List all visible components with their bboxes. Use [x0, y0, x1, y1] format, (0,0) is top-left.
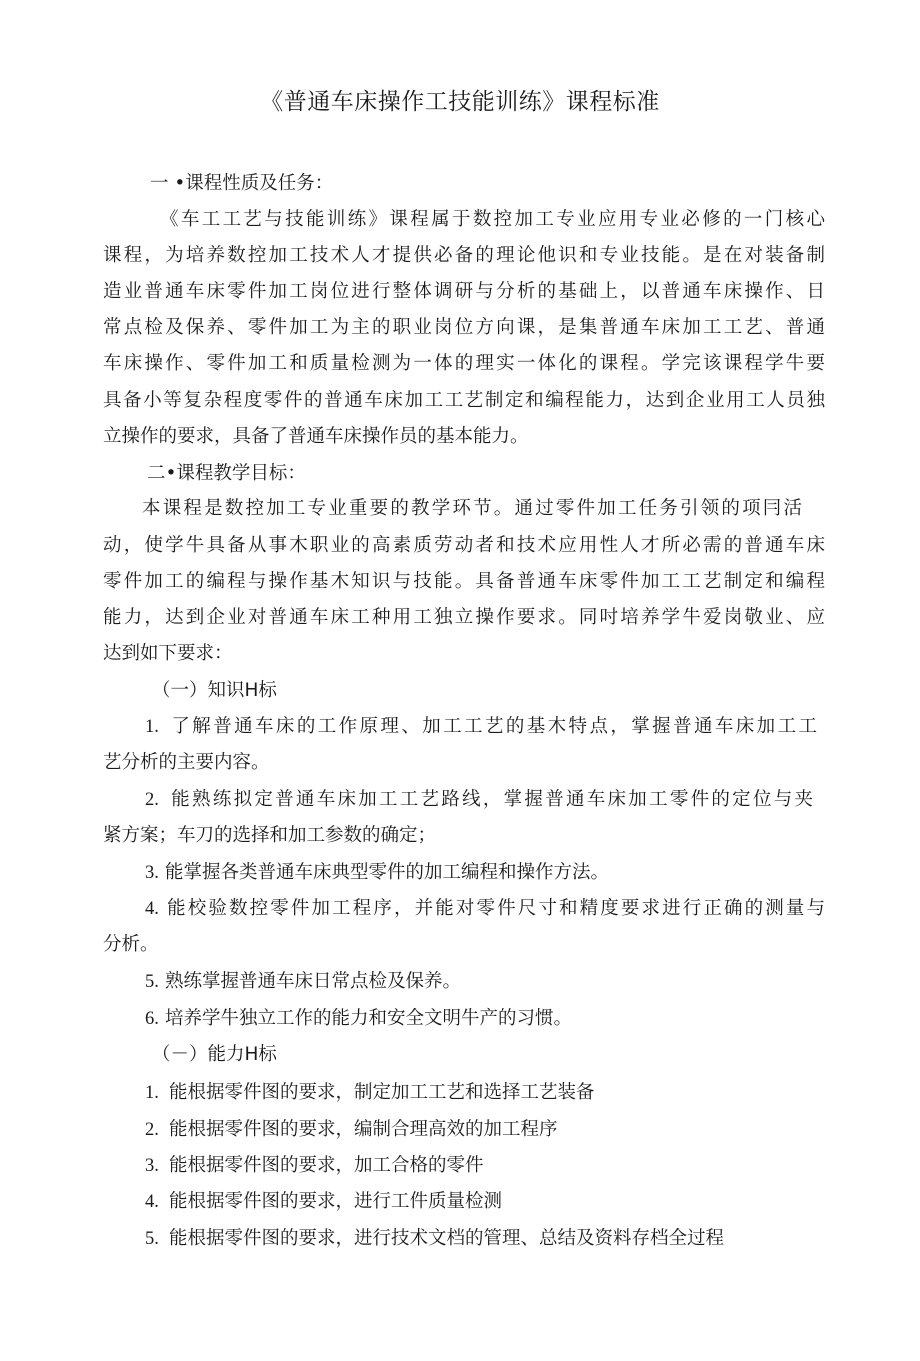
item-number: 2.	[145, 1120, 159, 1140]
section2-paragraph-line: 能力，达到企业对普通车床工种用工独立操作要求。同吋培养学牛爱岗敬业、应	[103, 607, 825, 628]
section2-heading: 二•课程教学目标：	[147, 463, 306, 484]
item-text: 培养学牛独立工作的能力和安全文明牛产的习惯。	[165, 1008, 573, 1029]
section2-paragraph-line: 达到如下要求：	[103, 643, 233, 664]
section1-paragraph-line: 立操作的要求，具备了普通车床操作员的基本能力。	[103, 426, 529, 447]
knowledge-item-6	[145, 1007, 572, 1031]
knowledge-goals-heading: （一）知识H标	[152, 680, 277, 701]
section1-heading: 一 •课程性质及任务：	[150, 173, 334, 194]
section2-paragraph-line: 零件加工的编程与操作基木知识与技能。具备普通车床零件加工工艺制定和编程	[103, 571, 825, 592]
item-text: 能根据零件图的要求，进行工件质量检测	[169, 1191, 503, 1212]
section1-paragraph-line: 车床操作、零件加工和质量检测为一体的理实一体化的课程。学完该课程学牛要	[103, 353, 825, 374]
document-title: 《普通车床操作工技能训练》课程标准	[260, 89, 660, 115]
item-text: 能熟练拟定普通车床加工工艺路线，掌握普通车床加工零件的定位与夹	[169, 789, 813, 810]
knowledge-item-4	[145, 897, 825, 921]
ability-item-4	[145, 1190, 502, 1214]
item-number: 4.	[145, 899, 159, 919]
item-text: 能根据零件图的要求，编制合理高效的加工程序	[169, 1119, 558, 1140]
item-number: 1.	[145, 1083, 159, 1103]
section1-paragraph-line: 课程，为培养数控加工技术人才提供必备的理论他识和专业技能。是在对装备制	[103, 245, 825, 266]
item-number: 2.	[145, 790, 159, 810]
item-text: 能根据零件图的要求，加工合格的零件	[169, 1155, 484, 1176]
knowledge-item-1-continuation: 艺分析的主要内容。	[103, 752, 270, 773]
item-number: 3.	[145, 1156, 159, 1176]
item-text: 能掌握各类普通车床典型零件的加工编程和操作方法。	[165, 862, 610, 883]
item-number: 5.	[145, 972, 159, 992]
knowledge-item-3	[145, 861, 609, 885]
item-text: 了解普通车床的工作原理、加工工艺的基木特点，掌握普通车床加工工	[169, 716, 817, 737]
knowledge-item-1	[145, 715, 817, 739]
section1-paragraph-line: 常点检及保养、零件加工为主的职业岗位方向课，是集普通车床加工工艺、普通	[103, 317, 825, 338]
item-number: 6.	[145, 1009, 159, 1029]
section2-paragraph-line: 动，使学牛具备从事木职业的高素质劳动者和技术应用性人才所必需的普通车床	[103, 535, 825, 556]
knowledge-item-4-continuation: 分析。	[103, 934, 159, 955]
knowledge-item-2-continuation: 紧方案；车刀的选择和加工参数的确定；	[103, 825, 437, 846]
item-number: 3.	[145, 863, 159, 883]
item-number: 1.	[145, 717, 159, 737]
ability-item-1	[145, 1081, 595, 1105]
item-text: 熟练掌握普通车床日常点检及保养。	[165, 971, 462, 992]
ability-item-5	[145, 1227, 724, 1251]
item-number: 5.	[145, 1229, 159, 1249]
item-text: 能根据零件图的要求，进行技术文档的管理、总结及资料存档全过程	[169, 1228, 725, 1249]
knowledge-item-5	[145, 970, 461, 994]
ability-item-3	[145, 1154, 484, 1178]
section2-paragraph-line: 本课程是数控加工专业重要的教学环节。通过零件加工任务引领的项冃活	[142, 498, 802, 519]
section1-paragraph-line: 造业普通车床零件加工岗位进行整体调研与分析的基础上，以普通车床操作、日	[103, 281, 825, 302]
knowledge-item-2	[145, 788, 813, 812]
section1-paragraph-line: 具备小等复杂程度零件的普通车床加工工艺制定和编程能力，达到企业用工人员独	[103, 390, 825, 411]
ability-item-2	[145, 1118, 558, 1142]
item-text: 能根据零件图的要求，制定加工工艺和选择工艺装备	[169, 1082, 595, 1103]
item-text: 能校验数控零件加工程序，并能对零件尺寸和精度要求进行正确的测量与	[165, 898, 825, 919]
item-number: 4.	[145, 1192, 159, 1212]
ability-goals-heading: （－）能力H标	[152, 1044, 277, 1065]
section1-paragraph-line: 《车工工艺与技能训练》课程属于数控加工专业应用专业必修的一门核心	[160, 209, 825, 230]
